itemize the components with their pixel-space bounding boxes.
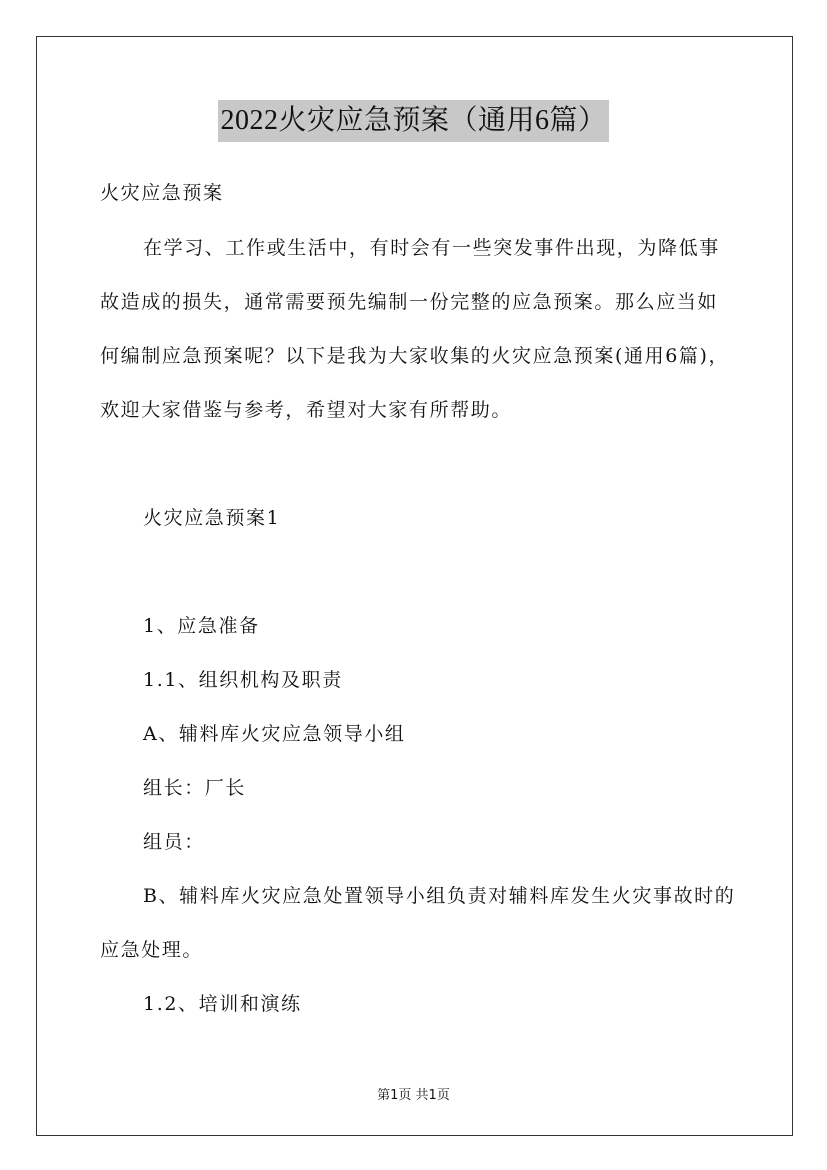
title-container [0, 100, 827, 142]
item-b-line-2: 应急处理。 [100, 939, 204, 961]
document-title: 2022火灾应急预案（通用6篇） [218, 100, 608, 142]
intro-line-2: 故造成的损失，通常需要预先编制一份完整的应急预案。那么应当如 [100, 291, 719, 313]
page-number: 第1页 共1页 [377, 1088, 450, 1103]
item-b-line-1: B、辅料库火灾应急处置领导小组负责对辅料库发生火灾事故时的 [143, 885, 736, 907]
section-1-1-heading: 1.1、组织机构及职责 [143, 669, 343, 691]
section-heading: 火灾应急预案 [100, 182, 224, 204]
members-line: 组员： [143, 831, 205, 853]
section-1-heading: 1、应急准备 [143, 615, 260, 637]
intro-line-3: 何编制应急预案呢？以下是我为大家收集的火灾应急预案(通用6篇)， [100, 345, 730, 367]
leader-line: 组长：厂长 [143, 777, 247, 799]
section-1-2-heading: 1.2、培训和演练 [143, 993, 302, 1015]
item-a: A、辅料库火灾应急领导小组 [143, 723, 406, 745]
intro-line-4: 欢迎大家借鉴与参考，希望对大家有所帮助。 [100, 399, 513, 421]
intro-line-1: 在学习、工作或生活中，有时会有一些突发事件出现，为降低事 [143, 237, 720, 259]
plan-heading: 火灾应急预案1 [143, 507, 281, 529]
